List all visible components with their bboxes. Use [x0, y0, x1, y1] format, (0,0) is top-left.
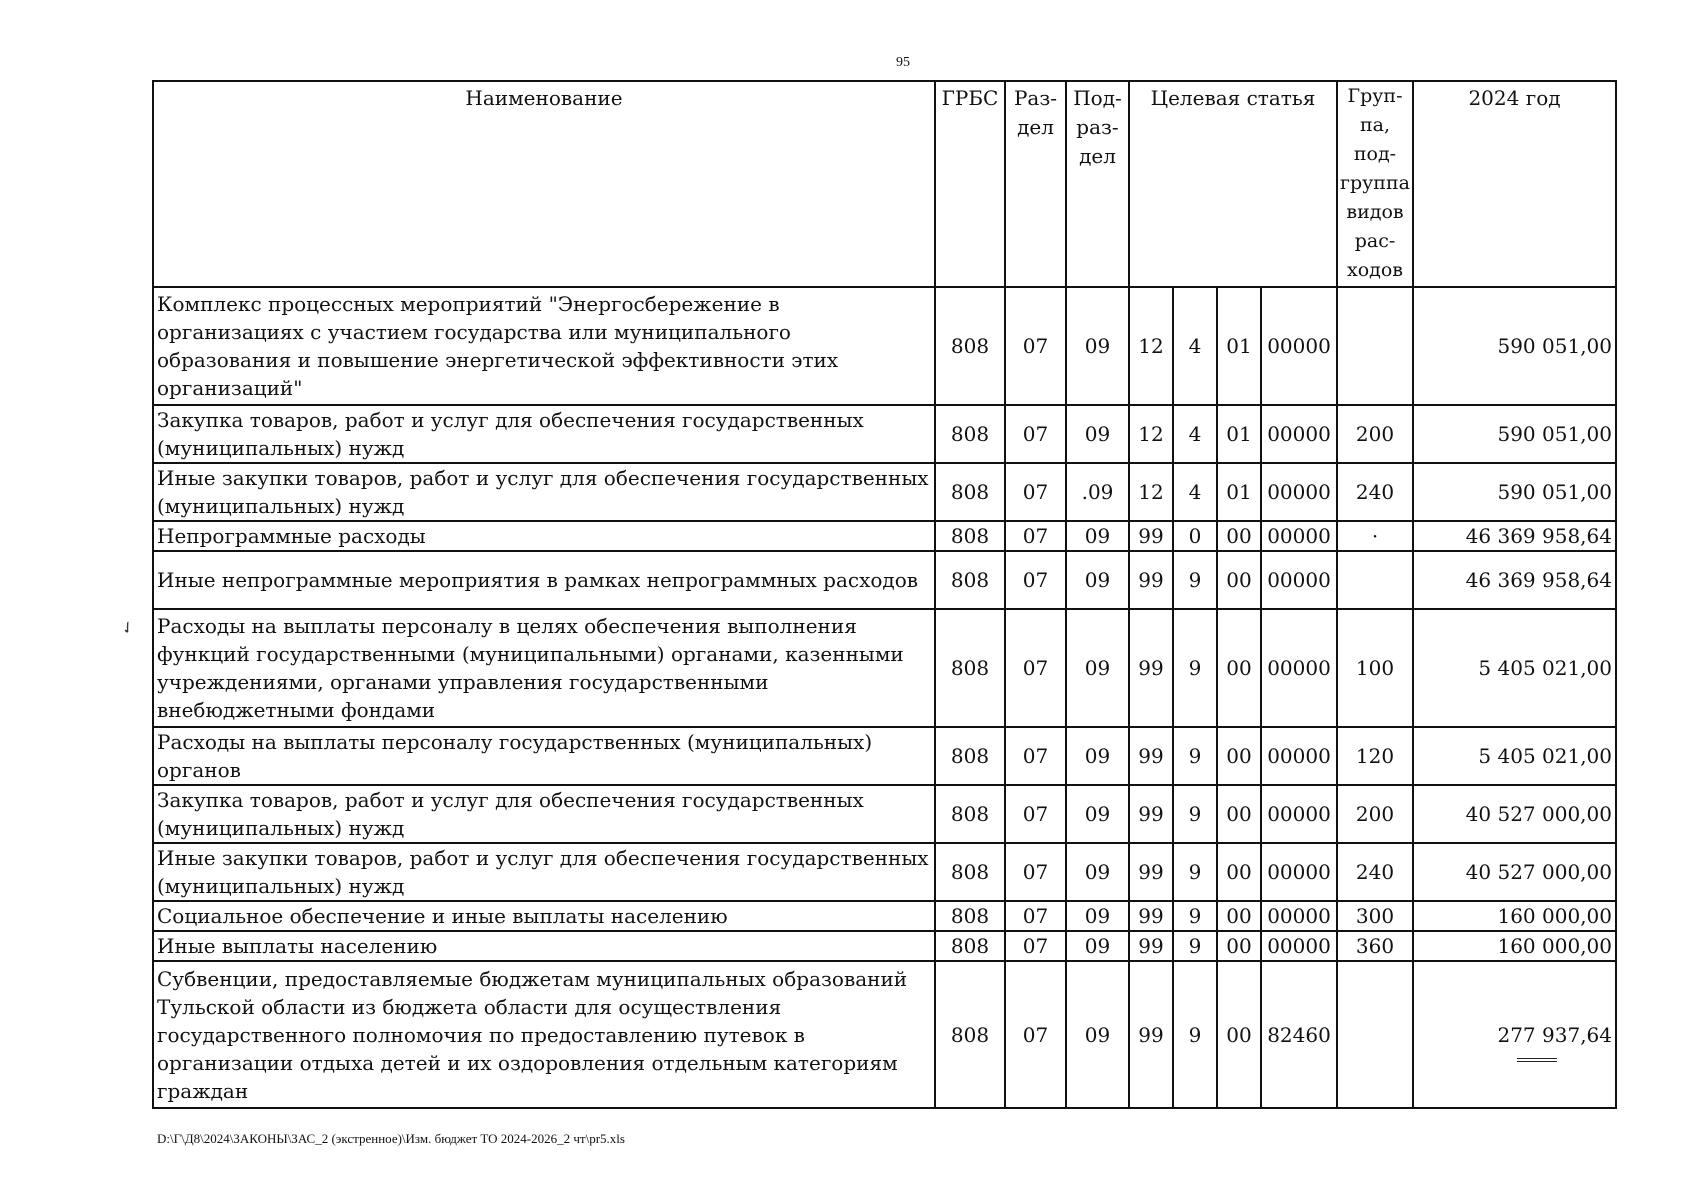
- target-complex-cell: 00: [1217, 843, 1261, 901]
- razdel-cell: 07: [1005, 901, 1066, 931]
- target-program-cell: 99: [1129, 843, 1173, 901]
- grbs-cell: 808: [935, 961, 1005, 1108]
- expense-group-cell: 360: [1337, 931, 1413, 961]
- target-type-cell: 0: [1173, 521, 1217, 551]
- target-direction-cell: 00000: [1261, 551, 1337, 609]
- target-direction-cell: 00000: [1261, 405, 1337, 463]
- amount-cell: 590 051,00: [1413, 463, 1616, 521]
- razdel-cell: 07: [1005, 843, 1066, 901]
- target-complex-cell: 01: [1217, 463, 1261, 521]
- header-grbs: ГРБС: [935, 81, 1005, 287]
- target-type-cell: 9: [1173, 785, 1217, 843]
- header-year: 2024 год: [1413, 81, 1616, 287]
- target-complex-cell: 00: [1217, 521, 1261, 551]
- target-direction-cell: 00000: [1261, 843, 1337, 901]
- target-complex-cell: 00: [1217, 551, 1261, 609]
- amount-cell: 46 369 958,64: [1413, 521, 1616, 551]
- target-direction-cell: 00000: [1261, 463, 1337, 521]
- razdel-cell: 07: [1005, 785, 1066, 843]
- header-row: [153, 81, 1616, 287]
- target-direction-cell: 00000: [1261, 609, 1337, 727]
- table-row: [153, 287, 1616, 405]
- target-direction-cell: 00000: [1261, 785, 1337, 843]
- table-body: [153, 287, 1616, 1108]
- podrazdel-cell: 09: [1066, 521, 1129, 551]
- grbs-cell: 808: [935, 551, 1005, 609]
- page-number: 95: [896, 55, 910, 70]
- grbs-cell: 808: [935, 521, 1005, 551]
- table-row: [153, 727, 1616, 785]
- amount-cell: 5 405 021,00: [1413, 609, 1616, 727]
- podrazdel-cell: 09: [1066, 405, 1129, 463]
- target-type-cell: 4: [1173, 287, 1217, 405]
- target-program-cell: 99: [1129, 785, 1173, 843]
- razdel-cell: 07: [1005, 551, 1066, 609]
- table-row: [153, 463, 1616, 521]
- expense-group-cell: [1337, 551, 1413, 609]
- podrazdel-cell: .09: [1066, 463, 1129, 521]
- table-row: [153, 609, 1616, 727]
- amount-cell: 5 405 021,00: [1413, 727, 1616, 785]
- target-complex-cell: 00: [1217, 609, 1261, 727]
- expense-group-cell: 120: [1337, 727, 1413, 785]
- podrazdel-cell: 09: [1066, 901, 1129, 931]
- grbs-cell: 808: [935, 463, 1005, 521]
- grbs-cell: 808: [935, 785, 1005, 843]
- target-type-cell: 4: [1173, 463, 1217, 521]
- row-name: Иные выплаты населению: [153, 931, 935, 961]
- razdel-cell: 07: [1005, 931, 1066, 961]
- target-type-cell: 9: [1173, 843, 1217, 901]
- table-row: [153, 961, 1616, 1108]
- row-name: Расходы на выплаты персоналу в целях обеспечения выполнения функций государственными (муниципальными) органами, казенными учреждениями, органами управления государственными внебюджетными фондами: [153, 609, 935, 727]
- target-type-cell: 9: [1173, 727, 1217, 785]
- file-path-footer: D:\Г\Д8\2024\ЗАКОНЫ\ЗАС_2 (экстренное)\Изм. бюджет ТО 2024-2026_2 чт\pr5.xls: [157, 1131, 625, 1146]
- target-direction-cell: 00000: [1261, 521, 1337, 551]
- target-complex-cell: 00: [1217, 961, 1261, 1108]
- row-name: Комплекс процессных мероприятий "Энергосбережение в организациях с участием государства или муниципального образования и повышение энергетической эффективности этих организаций": [153, 287, 935, 405]
- podrazdel-cell: 09: [1066, 843, 1129, 901]
- target-program-cell: 12: [1129, 463, 1173, 521]
- razdel-cell: 07: [1005, 961, 1066, 1108]
- expense-group-cell: ·: [1337, 521, 1413, 551]
- target-program-cell: 12: [1129, 405, 1173, 463]
- target-type-cell: 9: [1173, 931, 1217, 961]
- expense-group-cell: [1337, 961, 1413, 1108]
- target-program-cell: 99: [1129, 551, 1173, 609]
- amount-cell: 160 000,00: [1413, 931, 1616, 961]
- table-row: [153, 551, 1616, 609]
- grbs-cell: 808: [935, 901, 1005, 931]
- expense-group-cell: 240: [1337, 463, 1413, 521]
- row-name: Закупка товаров, работ и услуг для обеспечения государственных (муниципальных) нужд: [153, 785, 935, 843]
- target-program-cell: 99: [1129, 931, 1173, 961]
- target-program-cell: 99: [1129, 901, 1173, 931]
- podrazdel-cell: 09: [1066, 551, 1129, 609]
- target-complex-cell: 01: [1217, 287, 1261, 405]
- target-type-cell: 9: [1173, 961, 1217, 1108]
- target-program-cell: 99: [1129, 727, 1173, 785]
- row-name: Закупка товаров, работ и услуг для обеспечения государственных (муниципальных) нужд: [153, 405, 935, 463]
- target-direction-cell: 00000: [1261, 287, 1337, 405]
- podrazdel-cell: 09: [1066, 785, 1129, 843]
- podrazdel-cell: 09: [1066, 931, 1129, 961]
- razdel-cell: 07: [1005, 727, 1066, 785]
- expense-group-cell: 100: [1337, 609, 1413, 727]
- podrazdel-cell: 09: [1066, 961, 1129, 1108]
- header-podrazdel: Под- раз- дел: [1066, 81, 1129, 287]
- expense-group-cell: 240: [1337, 843, 1413, 901]
- row-name: Иные закупки товаров, работ и услуг для обеспечения государственных (муниципальных) нужд: [153, 463, 935, 521]
- razdel-cell: 07: [1005, 287, 1066, 405]
- razdel-cell: 07: [1005, 609, 1066, 727]
- target-program-cell: 99: [1129, 609, 1173, 727]
- grbs-cell: 808: [935, 727, 1005, 785]
- budget-table: [152, 80, 1617, 1109]
- target-direction-cell: 00000: [1261, 931, 1337, 961]
- target-complex-cell: 00: [1217, 931, 1261, 961]
- grbs-cell: 808: [935, 405, 1005, 463]
- table-row: [153, 931, 1616, 961]
- target-type-cell: 9: [1173, 609, 1217, 727]
- podrazdel-cell: 09: [1066, 287, 1129, 405]
- amount-underline: [1517, 1058, 1557, 1062]
- table-row: [153, 405, 1616, 463]
- amount-cell: 590 051,00: [1413, 405, 1616, 463]
- amount-cell: 40 527 000,00: [1413, 785, 1616, 843]
- razdel-cell: 07: [1005, 521, 1066, 551]
- row-name: Иные закупки товаров, работ и услуг для обеспечения государственных (муниципальных) нужд: [153, 843, 935, 901]
- row-name: Субвенции, предоставляемые бюджетам муниципальных образований Тульской области из бюджета области для осуществления государственного полномочия по предоставлению путевок в организации отдыха детей и их оздоровления отдельным категориям граждан: [153, 961, 935, 1108]
- podrazdel-cell: 09: [1066, 609, 1129, 727]
- header-name: Наименование: [153, 81, 935, 287]
- target-program-cell: 99: [1129, 521, 1173, 551]
- target-type-cell: 9: [1173, 901, 1217, 931]
- target-program-cell: 12: [1129, 287, 1173, 405]
- amount-cell: 590 051,00: [1413, 287, 1616, 405]
- amount-cell: 277 937,64: [1413, 961, 1616, 1108]
- pen-mark: ✓: [116, 615, 139, 640]
- table-row: [153, 521, 1616, 551]
- amount-cell: 160 000,00: [1413, 901, 1616, 931]
- row-name: Иные непрограммные мероприятия в рамках непрограммных расходов: [153, 551, 935, 609]
- table-row: [153, 785, 1616, 843]
- target-direction-cell: 00000: [1261, 727, 1337, 785]
- expense-group-cell: 200: [1337, 405, 1413, 463]
- expense-group-cell: [1337, 287, 1413, 405]
- amount-cell: 46 369 958,64: [1413, 551, 1616, 609]
- target-direction-cell: 00000: [1261, 901, 1337, 931]
- grbs-cell: 808: [935, 843, 1005, 901]
- header-target-article: Целевая статья: [1129, 81, 1337, 287]
- expense-group-cell: 300: [1337, 901, 1413, 931]
- target-complex-cell: 00: [1217, 901, 1261, 931]
- grbs-cell: 808: [935, 931, 1005, 961]
- table-row: [153, 843, 1616, 901]
- target-complex-cell: 00: [1217, 727, 1261, 785]
- target-direction-cell: 82460: [1261, 961, 1337, 1108]
- razdel-cell: 07: [1005, 405, 1066, 463]
- header-expense-group: Груп- па, под- группа видов рас- ходов: [1337, 81, 1413, 287]
- header-razdel: Раз- дел: [1005, 81, 1066, 287]
- row-name: Социальное обеспечение и иные выплаты населению: [153, 901, 935, 931]
- target-type-cell: 9: [1173, 551, 1217, 609]
- grbs-cell: 808: [935, 609, 1005, 727]
- target-type-cell: 4: [1173, 405, 1217, 463]
- row-name: Непрограммные расходы: [153, 521, 935, 551]
- expense-group-cell: 200: [1337, 785, 1413, 843]
- target-complex-cell: 00: [1217, 785, 1261, 843]
- podrazdel-cell: 09: [1066, 727, 1129, 785]
- target-program-cell: 99: [1129, 961, 1173, 1108]
- amount-cell: 40 527 000,00: [1413, 843, 1616, 901]
- razdel-cell: 07: [1005, 463, 1066, 521]
- grbs-cell: 808: [935, 287, 1005, 405]
- row-name: Расходы на выплаты персоналу государственных (муниципальных) органов: [153, 727, 935, 785]
- target-complex-cell: 01: [1217, 405, 1261, 463]
- table-row: [153, 901, 1616, 931]
